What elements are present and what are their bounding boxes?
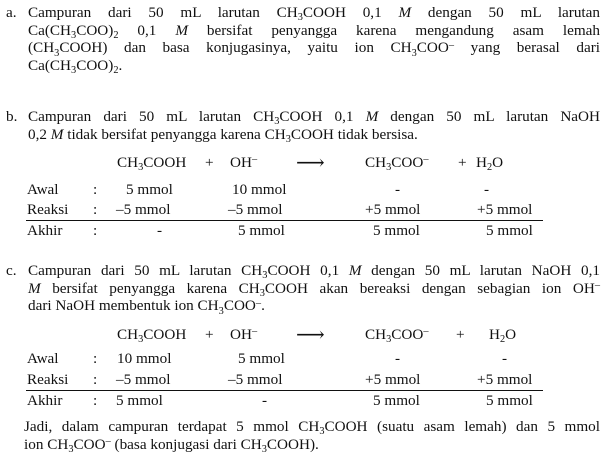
table-b-cell: 5 mmol xyxy=(486,222,533,239)
reaction-arrow-icon: ⟶ xyxy=(296,152,325,174)
item-a-line: $Ca(CH_3COO)_2$ 0,1 M bersifat penyangga karena mengandung asam lemah xyxy=(28,21,601,41)
conclusion-line: ion $CH_3COO^-$ (basa konjugasi dari $CH_3COOH$). xyxy=(24,435,319,455)
table-b-row-label: Reaksi xyxy=(27,201,69,218)
table-b-row-label: Akhir xyxy=(27,222,63,239)
item-a-line: $Ca(CH_3COO)_2$. xyxy=(28,56,123,77)
table-c-cell: 5 mmol xyxy=(238,350,285,367)
table-b-cell: +5 mmol xyxy=(365,201,421,218)
table-c-row-label: Reaksi xyxy=(27,371,69,388)
table-b-cell: +5 mmol xyxy=(477,201,533,218)
table-b-cell: –5 mmol xyxy=(228,201,283,218)
table-b-cell: 5 mmol xyxy=(126,181,173,198)
eq-c-reactant-2: OH– xyxy=(230,326,258,343)
item-a-line: $(CH_3COOH)$ dan basa konjugasinya, yaitu ion $CH_3COO^-$ yang berasal dari xyxy=(28,39,600,59)
table-b-cell: - xyxy=(484,181,490,198)
item-a-marker: a. xyxy=(6,4,17,21)
item-b-line: 0,2 M tidak bersifat penyangga karena $CH_3COOH$ tidak bersisa. xyxy=(28,125,418,145)
item-b-line: Campuran dari 50 mL larutan $CH_3COOH$ 0,1 M dengan 50 mL larutan NaOH xyxy=(28,108,600,128)
table-c-cell: +5 mmol xyxy=(477,371,533,388)
eq-c-reactant-1: $CH_3COOH$ xyxy=(117,326,187,346)
item-b-paragraph xyxy=(28,108,600,143)
table-c-colon: : xyxy=(93,350,98,367)
reaction-arrow-icon: ⟶ xyxy=(296,324,325,346)
table-c-colon: : xyxy=(93,371,98,388)
table-c-divider xyxy=(26,390,543,391)
table-c-cell: - xyxy=(502,350,508,367)
item-c-line: M bersifat penyangga karena $CH_3COOH$ akan bereaksi dengan sebagian ion OH– xyxy=(28,279,600,299)
table-b-colon: : xyxy=(93,181,98,198)
item-c-marker: c. xyxy=(6,262,17,279)
eq-c-product-2: $H_2O$ xyxy=(489,326,517,346)
table-c-colon: : xyxy=(93,392,98,409)
item-c-line: dari NaOH membentuk ion $CH_3COO^-$. xyxy=(28,297,265,317)
table-c-cell: 5 mmol xyxy=(486,392,533,409)
table-b-colon: : xyxy=(93,222,98,239)
item-c-paragraph xyxy=(28,262,600,315)
item-b-marker: b. xyxy=(6,108,18,125)
eq-c-plus-1: + xyxy=(205,326,214,343)
item-c-line: Campuran dari 50 mL larutan $CH_3COOH$ 0,1 M dengan 50 mL larutan NaOH 0,1 xyxy=(28,262,600,282)
table-c-cell: - xyxy=(395,350,401,367)
conclusion-line: Jadi, dalam campuran terdapat 5 mmol $CH_3COOH$ (suatu asam lemah) dan 5 mmol xyxy=(24,418,600,438)
table-c-cell: 5 mmol xyxy=(373,392,420,409)
table-b-divider xyxy=(26,220,543,221)
eq-b-reactant-1: $CH_3COOH$ xyxy=(117,154,187,174)
conclusion-paragraph xyxy=(24,418,600,453)
eq-b-plus-1: + xyxy=(205,154,214,171)
table-c-row-label: Akhir xyxy=(27,392,63,409)
table-b-cell: 10 mmol xyxy=(232,181,287,198)
table-b-cell: –5 mmol xyxy=(116,201,171,218)
table-c-cell: - xyxy=(262,392,268,409)
eq-c-plus-2: + xyxy=(456,326,465,343)
table-c-cell: –5 mmol xyxy=(228,371,283,388)
table-c-cell: 5 mmol xyxy=(116,392,163,409)
table-b-cell: 5 mmol xyxy=(238,222,285,239)
table-b-colon: : xyxy=(93,201,98,218)
table-c-cell: –5 mmol xyxy=(116,371,171,388)
eq-b-plus-2: + xyxy=(458,154,467,171)
item-a-paragraph xyxy=(28,4,600,75)
eq-c-product-1: $CH_3COO^-$ xyxy=(365,326,429,346)
eq-b-reactant-2: OH– xyxy=(230,154,258,171)
table-c-cell: +5 mmol xyxy=(365,371,421,388)
table-b-cell: - xyxy=(395,181,401,198)
table-b-row-label: Awal xyxy=(27,181,59,198)
table-b-cell: - xyxy=(157,222,163,239)
table-c-cell: 10 mmol xyxy=(117,350,172,367)
eq-b-product-2: $H_2O$ xyxy=(476,154,504,174)
table-b-cell: 5 mmol xyxy=(373,222,420,239)
table-c-row-label: Awal xyxy=(27,350,59,367)
eq-b-product-1: $CH_3COO^-$ xyxy=(365,154,429,174)
item-a-line: Campuran dari 50 mL larutan $CH_3COOH$ 0,1 M dengan 50 mL larutan xyxy=(28,4,600,24)
